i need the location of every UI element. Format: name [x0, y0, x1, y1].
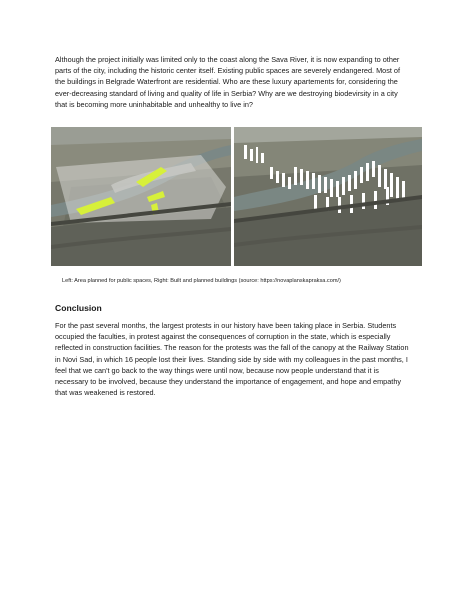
intro-paragraph: Although the project initially was limited only to the coast along the Sava River, it is now expanding to other parts of the city, including the historic center itself. Existing public spaces are severely endangered. Most of the buildings in Belgrade Waterfront are residential. Who are these luxury apartements for, considering the ever-decreasing standard of living and quality of life in Serbia? Why are we destroying biodevirsity in a city that is becoming more uninhabitable and unhealthy to live in?	[55, 55, 401, 109]
conclusion-heading: Conclusion	[55, 303, 102, 313]
conclusion-paragraph: For the past several months, the largest protests in our history have been taking place in Serbia. Students occupied the faculties, in protest against the consequences of corruption in the state, which is especially reflected in construction facilities. The reason for the protests was the fall of the canopy at the Railway Station in Novi Sad, in which 16 people lost their lives. Standing side by side with my colleagues in the past months, I feel that we can't go back to the way things were until now, because now people understand that it is necessary to be involved, because they understand the importance of engagement, and hope and empathy that was weakened is restored.	[55, 321, 409, 398]
figure-caption: Left: Area planned for public spaces, Right: Built and planned buildings (source: https://novaplanskapraksa.com/)	[62, 278, 341, 284]
planned-buildings-aerial-image	[234, 127, 422, 266]
public-spaces-aerial-image	[51, 127, 231, 266]
